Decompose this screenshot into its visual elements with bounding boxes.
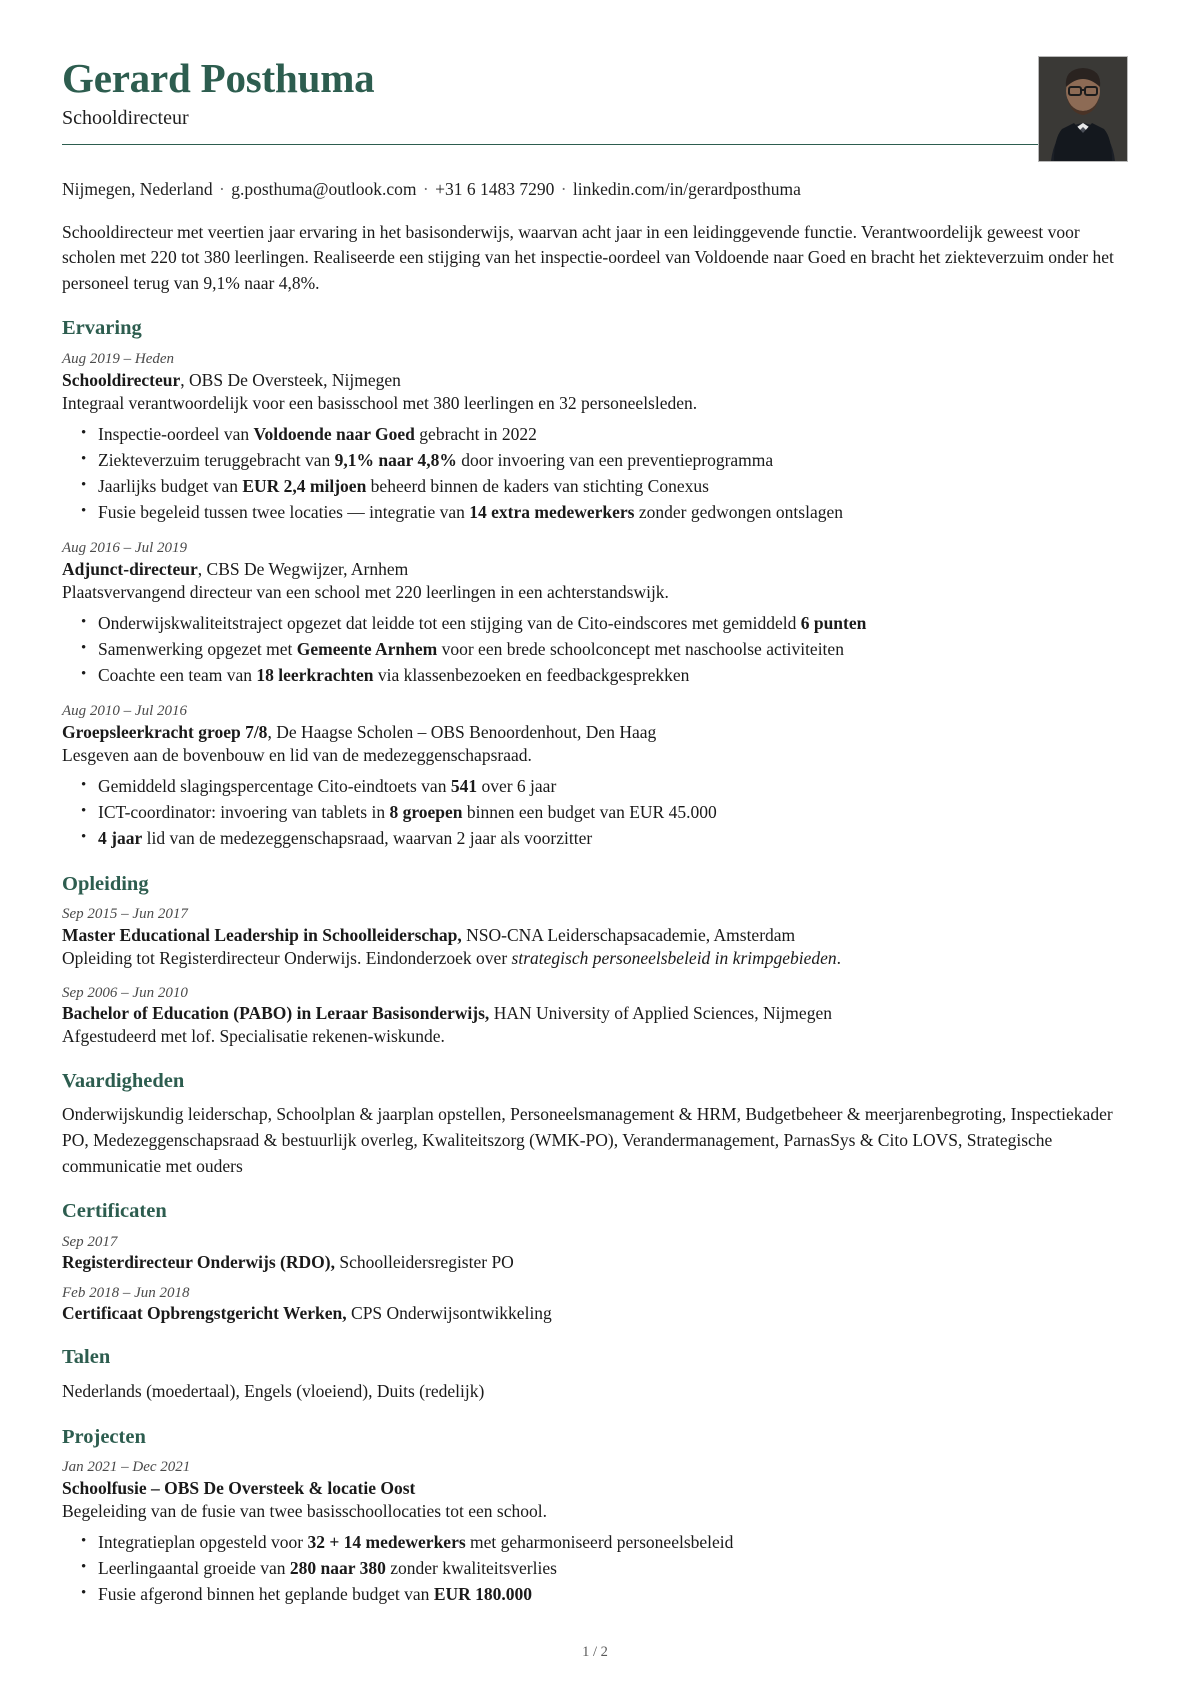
languages-text: Nederlands (moedertaal), Engels (vloeiend), Duits (redelijk) [62,1381,485,1401]
bullet-text-bold: 8 groepen [389,801,463,822]
bullet-text-bold: 9,1% naar 4,8% [334,450,457,471]
entry-description: Plaatsvervangend directeur van een school met 220 leerlingen in een achterstandswijk. [62,581,669,602]
bullet-text-pre: Gemiddeld slagingspercentage Cito-eindtoets van [98,776,451,797]
experience-entry [62,350,1128,526]
bullet-text-pre: Leerlingaantal groeide van [98,1558,290,1579]
education-entry [62,905,1128,970]
bullet-text-pre: Coachte een team van [98,664,257,685]
bullet-text-post: via klassenbezoeken en feedbackgesprekken [373,664,690,685]
bullet-text-bold: Gemeente Arnhem [296,639,438,659]
bullet-text-post: over 6 jaar [477,776,557,797]
entry-date: Feb 2018 – Jun 2018 [62,1284,190,1301]
entry-date: Jan 2021 – Dec 2021 [62,1459,191,1476]
experience-entry [62,539,1128,689]
bullet-text-bold: EUR 2,4 miljoen [242,476,367,497]
section-languages [62,1345,1128,1404]
section-title-projects: Projecten [62,1425,146,1448]
entry-heading [62,1477,1128,1500]
certificate-name: Certificaat Opbrengstgericht Werken, [62,1303,347,1324]
certificate-entry [62,1233,1128,1275]
list-item [96,611,1128,637]
entry-heading [62,558,1128,581]
entry-role: Groepsleerkracht groep 7/8 [62,721,268,742]
section-experience [62,316,1128,851]
section-education [62,872,1128,1049]
entry-bullet-list [62,1530,1128,1608]
list-item [96,1530,1128,1556]
bullet-text-post: zonder gedwongen ontslagen [634,501,843,522]
entry-org: HAN University of Applied Sciences, Nijmegen [489,1003,832,1024]
entry-description [62,947,1128,970]
bullet-text-bold: 18 leerkrachten [256,664,374,685]
entry-org: , CBS De Wegwijzer, Arnhem [197,558,409,579]
bullet-text-post: binnen een budget van EUR 45.000 [462,801,717,822]
entry-date: Aug 2010 – Jul 2016 [62,702,187,719]
entry-org: , OBS De Oversteek, Nijmegen [180,369,401,390]
page-title: Gerard Posthuma [62,55,375,101]
desc-text-pre: Opleiding tot Registerdirecteur Onderwijs. Eindonderzoek over [62,948,512,969]
list-item [96,800,1128,826]
skills-text: Onderwijskundig leiderschap, Schoolplan & jaarplan opstellen, Personeelsmanagement & HRM, Budgetbeheer & meerjarenbegroting, Inspectiekader PO, Medezeggenschapsraad & bestuurlijk overleg, Kwaliteitszorg (WMK-PO), Verandermanagement, ParnasSys & Cito LOVS, Strategische communicatie met ouders [62,1104,1113,1176]
bullet-text-post: voor een brede schoolconcept met naschoolse activiteiten [437,639,844,659]
entry-bullet-list [62,774,1128,852]
bullet-text-pre: Ziekteverzuim teruggebracht van [98,450,335,471]
bullet-text-bold: Voldoende naar Goed [253,424,415,445]
bullet-text-bold: 280 naar 380 [289,1558,386,1579]
entry-bullet-list [62,611,1128,689]
entry-description: Integraal verantwoordelijk voor een basisschool met 380 leerlingen en 32 personeelsleden. [62,392,698,413]
entry-heading [62,924,1128,947]
professional-summary: Schooldirecteur met veertien jaar ervaring in het basisonderwijs, waarvan acht jaar in een leidinggevende functie. Verantwoordelijk geweest voor scholen met 220 tot 380 leerlingen. Realiseerde een stijging van het inspectie-oordeel van Voldoende naar Goed en bracht het ziekteverzuim onder het personeel terug van 9,1% naar 4,8%. [62,221,1114,293]
bullet-text-pre: Jaarlijks budget van [98,476,243,497]
entry-description: Lesgeven aan de bovenbouw en lid van de medezeggenschapsraad. [62,744,532,765]
bullet-text-pre: Samenwerking opgezet met [98,639,297,659]
bullet-text-bold: 6 punten [800,613,867,634]
project-name: Schoolfusie – OBS De Oversteek & locatie Oost [62,1477,416,1498]
job-subtitle: Schooldirecteur [62,106,189,129]
desc-text-italic: strategisch personeelsbeleid in krimpgebieden [511,948,837,969]
section-title-languages: Talen [62,1346,111,1369]
education-entry [62,984,1128,1049]
contact-phone[interactable]: +31 6 1483 7290 [435,179,555,199]
contact-line [62,178,1128,201]
experience-entry [62,702,1128,852]
entry-heading [62,369,1128,392]
bullet-text-pre: ICT-coordinator: invoering van tablets in [98,801,390,822]
entry-date: Sep 2015 – Jun 2017 [62,906,188,923]
list-item [96,1582,1128,1608]
entry-date: Sep 2017 [62,1233,118,1250]
entry-heading [62,1002,1128,1025]
contact-email[interactable]: g.posthuma@outlook.com [231,179,417,199]
entry-role: Schooldirecteur [62,369,181,390]
page-number: 1 / 2 [582,1644,608,1660]
entry-role: Adjunct-directeur [62,558,198,579]
section-title-skills: Vaardigheden [62,1069,185,1092]
certificate-entry [62,1284,1128,1326]
resume-header [62,56,1128,168]
entry-heading [62,721,1128,744]
entry-bullet-list [62,422,1128,526]
bullet-text-pre: Inspectie-oordeel van [98,424,254,445]
contact-linkedin[interactable]: linkedin.com/in/gerardposthuma [572,179,801,199]
entry-date: Aug 2019 – Heden [62,350,175,367]
bullet-text-bold: 541 [450,776,478,797]
list-item [96,637,1128,663]
list-item [96,774,1128,800]
contact-location: Nijmegen, Nederland [62,179,213,199]
list-item [96,422,1128,448]
project-entry [62,1458,1128,1608]
section-title-education: Opleiding [62,872,149,895]
list-item [96,474,1128,500]
header-divider [62,144,1128,145]
bullet-text-post: zonder kwaliteitsverlies [385,1558,557,1579]
page-footer [0,1644,1190,1661]
list-item [96,1556,1128,1582]
avatar [1038,56,1128,162]
entry-degree: Master Educational Leadership in Schoolleiderschap, [62,925,462,946]
bullet-text-bold: 4 jaar [98,827,143,848]
desc-text-post: . [836,948,842,969]
bullet-text-pre: Fusie afgerond binnen het geplande budget van [98,1584,434,1605]
entry-date: Sep 2006 – Jun 2010 [62,984,188,1001]
list-item [96,448,1128,474]
bullet-text-bold: 14 extra medewerkers [469,501,635,522]
bullet-text-post: gebracht in 2022 [414,424,537,445]
section-skills [62,1069,1128,1179]
entry-heading [62,1302,1128,1325]
portrait-photo-icon [1039,57,1127,161]
entry-degree: Bachelor of Education (PABO) in Leraar Basisonderwijs, [62,1003,490,1024]
section-projects [62,1425,1128,1609]
section-certificates [62,1199,1128,1325]
contact-separator: · [422,179,429,199]
desc-text-pre: Afgestudeerd met lof. Specialisatie rekenen-wiskunde. [62,1026,445,1047]
section-title-certificates: Certificaten [62,1200,167,1223]
certificate-org: Schoolleidersregister PO [334,1252,514,1273]
entry-date: Aug 2016 – Jul 2019 [62,539,187,556]
certificate-name: Registerdirecteur Onderwijs (RDO), [62,1252,335,1273]
bullet-text-pre: Onderwijskwaliteitstraject opgezet dat leidde tot een stijging van de Cito-eindscores met gemiddeld [98,613,801,634]
contact-separator: · [219,179,225,199]
entry-heading [62,1251,1128,1274]
bullet-text-pre: Integratieplan opgesteld voor [98,1532,308,1553]
contact-separator: · [560,179,567,199]
bullet-text-post: beheerd binnen de kaders van stichting Conexus [366,476,709,497]
entry-org: , De Haagse Scholen – OBS Benoordenhout, Den Haag [267,721,657,742]
list-item [96,500,1128,526]
bullet-text-bold: EUR 180.000 [433,1584,533,1605]
list-item [96,663,1128,689]
certificate-org: CPS Onderwijsontwikkeling [346,1303,552,1324]
entry-description [62,1025,1128,1048]
entry-org: NSO-CNA Leiderschapsacademie, Amsterdam [461,925,796,946]
bullet-text-pre: Fusie begeleid tussen twee locaties — integratie van [98,501,470,522]
section-title-experience: Ervaring [62,317,142,340]
bullet-text-bold: 32 + 14 medewerkers [307,1532,466,1553]
bullet-text-post: door invoering van een preventieprogramma [456,450,774,471]
list-item [96,826,1128,852]
entry-description: Begeleiding van de fusie van twee basisschoollocaties tot een school. [62,1500,548,1521]
bullet-text-post: met geharmoniseerd personeelsbeleid [465,1532,734,1553]
bullet-text-post: lid van de medezeggenschapsraad, waarvan 2 jaar als voorzitter [142,827,593,848]
